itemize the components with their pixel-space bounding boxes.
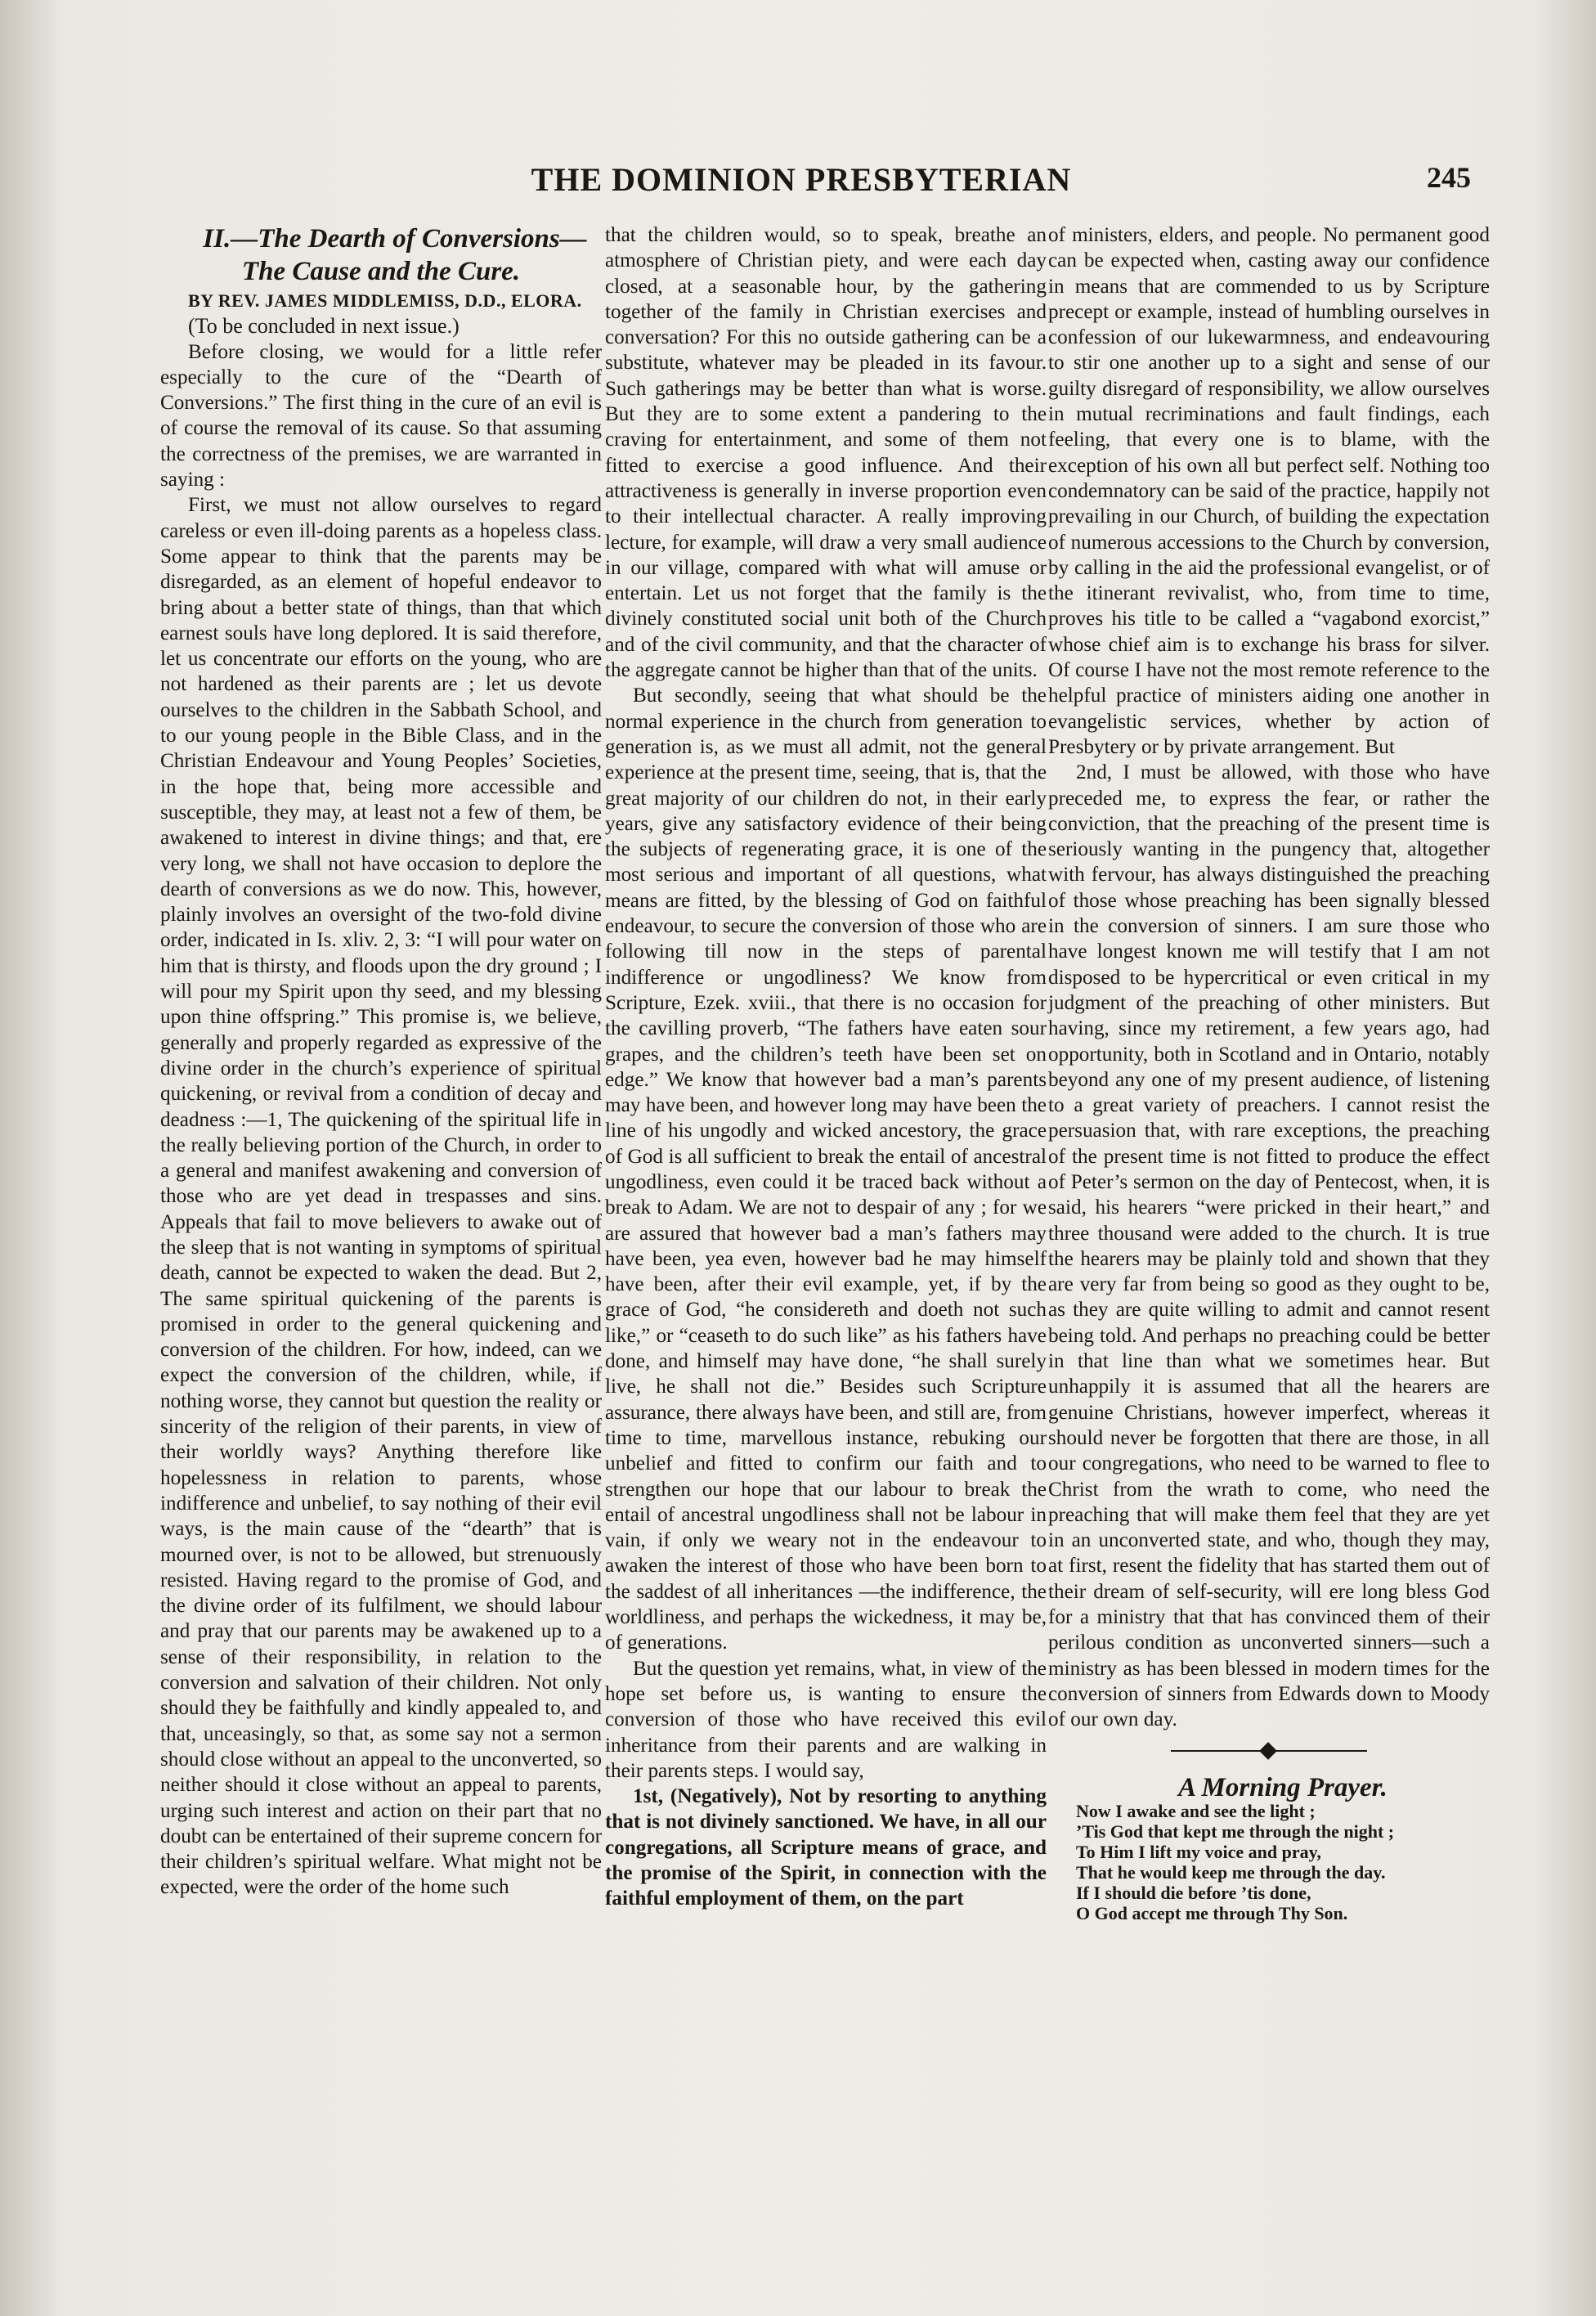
poem-line: Now I awake and see the light ; xyxy=(1076,1800,1316,1821)
column-2 xyxy=(605,222,1047,1912)
poem-line: O God accept me through Thy Son. xyxy=(1076,1902,1348,1923)
article-paragraph: But the question yet remains, what, in view of the hope set before us, is wanting to ensure the conversion of those who have received this evil inheritance from their parents and are walking in their parents steps. I would say, xyxy=(605,1657,1047,1782)
publication-title: THE DOMINION PRESBYTERIAN xyxy=(531,161,1072,198)
article-paragraph: of ministers, elders, and people. No permanent good can be expected when, casting away our confidence in means that are commended to us by Scripture precept or example, instead of humbling ourselves in confession of our lukewarmness, and endeavouring to stir one another up to a sight and sense of our guilty disregard of responsibility, we allow ourselves in mutual recriminations and fault findings, each feeling, that every one is to blame, with the exception of his own all but perfect self. Nothing too condemnatory can be said of the practice, happily not prevailing in our Church, of building the expectation of numerous accessions to the Church by conversion, by calling in the aid the professional evangelist, or of the itinerant revivalist, who, from time to time, proves his title to be called a “vagabond exorcist,” whose chief aim is to exchange his brass for silver. Of course I have not the most remote reference to the helpful practice of ministers aiding one another in evangelistic services, whether by action of Presbytery or by private arrangement. But xyxy=(1048,224,1490,758)
article-paragraph: 1st, (Negatively), Not by resorting to anything that is not divinely sanctioned. We have, in all our congregations, all Scripture means of grace, and the promise of the Spirit, in connection with the faithful employment of them, on the part xyxy=(605,1785,1047,1910)
continuation-note: (To be concluded in next issue.) xyxy=(188,314,460,339)
poem-line: To Him I lift my voice and pray, xyxy=(1076,1841,1321,1862)
page-number: 245 xyxy=(1427,161,1471,194)
article-paragraph: Before closing, we would for a little refer especially to the cure of the “Dearth of Conversions.” The first thing in the cure of an evil is of course the removal of its cause. So that assuming the correctness of the premises, we are warranted in saying : xyxy=(160,340,602,491)
article-paragraph: that the children would, so to speak, breathe an atmosphere of Christian piety, and were each day closed, at a seasonable hour, by the gathering together of the family in Christian exercises and conversation? For this no outside gathering can be a substitute, whatever may be pleaded in its favour. Such gatherings may be better than what is worse. But they are to some extent a pandering to the craving for entertainment, and some of them not fitted to exercise a good influence. And their attractiveness is generally in inverse proportion even to their intellectual character. A really improving lecture, for example, will draw a very small audience in our village, compared with what will amuse or entertain. Let us not forget that the family is the divinely constituted social unit both of the Church and of the civil community, and that the character of the aggregate cannot be higher than that of the units. xyxy=(605,224,1047,682)
poem-line: If I should die before ’tis done, xyxy=(1076,1882,1311,1903)
article-byline: BY REV. JAMES MIDDLEMISS, D.D., ELORA. xyxy=(188,290,582,311)
article-paragraph: First, we must not allow ourselves to regard careless or even ill-doing parents as a hopeless class. Some appear to think that the parents may be disregarded, as an element of hopeful endeavor to bring about a better state of things, than that which earnest souls have long deplored. It is said therefore, let us concentrate our efforts on the young, who are not hardened as their parents are ; let us devote ourselves to the children in the Sabbath School, and to our young people in the Bible Class, and in the Christian Endeavour and Young Peoples’ Societies, in the hope that, being more accessible and susceptible, they may, at least not a few of them, be awakened to interest in divine things; and that, ere very long, we shall not have occasion to deplore the dearth of conversions as we do now. This, however, plainly involves an oversight of the two-fold divine order, indicated in Is. xliv. 2, 3: “I will pour water on him that is thirsty, and floods upon the dry ground ; I will pour my Spirit upon thy seed, and my blessing upon thine offspring.” This promise is, we believe, generally and properly regarded as expressive of the divine order in the church’s experience of spiritual quickening, or revival from a condition of decay and deadness :—1, The quickening of the spiritual life in the really believing portion of the Church, in order to a general and manifest awakening and conversion of those who are yet dead in trespasses and sins. Appeals that fail to move believers to awake out of the sleep that is not wanting in symptoms of spiritual death, cannot be expected to waken the dead. But 2, The same spiritual quickening of the parents is promised in order to the general quickening and conversion of the children. For how, indeed, can we expect the conversion of the children, while, if nothing worse, they cannot but question the reality or sincerity of the religion of their parents, in view of their worldly ways? Anything therefore like hopelessness in relation to parents, whose indifference and unbelief, to say nothing of their evil ways, is the main cause of the “dearth” that is mourned over, is not to be allowed, but strenuously resisted. Having regard to the promise of God, and the divine order of its fulfilment, we should labour and pray that our parents may be awakened up to a sense of their responsibility, in relation to the conversion and salvation of their children. Not only should they be faithfully and kindly appealed to, and that, unceasingly, so that, as some say not a sermon should close without an appeal to the unconverted, so neither should it close without an appeal to parents, urging such interest and action on their part that no doubt can be entertained of their supreme concern for their children’s spiritual welfare. What might not be expected, were the order of the home such xyxy=(160,494,602,1899)
column-3 xyxy=(1048,222,1490,1923)
poem-line: That he would keep me through the day. xyxy=(1076,1861,1386,1883)
column-1 xyxy=(160,222,602,1901)
diamond-ornament-icon xyxy=(1259,1742,1277,1760)
poem-stanza xyxy=(1048,1801,1490,1923)
article-title: II.—The Dearth of Conversions—The Cause and the Cure. xyxy=(203,224,587,286)
poem-title: A Morning Prayer. xyxy=(1178,1772,1388,1802)
article-paragraph: 2nd, I must be allowed, with those who have preceded me, to express the fear, or rather the conviction, that the preaching of the present time is seriously wanting in the pungency that, altogether with fervour, has always distinguished the preaching of those whose preaching has been signally blessed in the conversion of sinners. I am sure those who have longest known me will testify that I am not disposed to be hypercritical or even critical in my judgment of the preaching of other ministers. But having, since my retirement, a few years ago, had opportunity, both in Scotland and in Ontario, notably beyond any one of my present audience, of listening to a great variety of preachers. I cannot resist the persuasion that, with rare exceptions, the preaching of the present time is not fitted to produce the effect of Peter’s sermon on the day of Pentecost, when, it is said, his hearers “were pricked in their heart,” and three thousand were added to the church. It is true the hearers may be plainly told and shown that they are very far from being so good as they ought to be, as they are quite willing to admit and cannot resent being told. And perhaps no preaching could be better in that line than what we sometimes hear. But unhappily it is assumed that all the hearers are genuine Christians, however imperfect, whereas it should never be forgotten that there are those, in all our congregations, who need to be warned to flee to Christ from the wrath to come, who need the preaching that will make them feel that they are yet in an unconverted state, and who, though they may, at first, resent the fidelity that has started them out of their dream of self-security, will ere long bless God for a ministry that that has convinced them of their perilous condition as unconverted sinners—such a ministry as has been blessed in modern times for the conversion of sinners from Edwards down to Moody of our own day. xyxy=(1048,761,1490,1731)
poem-line: ’Tis God that kept me through the night ; xyxy=(1076,1820,1395,1842)
article-paragraph: But secondly, seeing that what should be the normal experience in the church from generation to generation is, as we must all admit, not the general experience at the present time, seeing, that is, that the great majority of our children do not, in their early years, give any satisfactory evidence of their being the subjects of regenerating grace, it is one of the most serious and important of all questions, what means are fitted, by the blessing of God on faithful endeavour, to secure the conversion of those who are following till now in the steps of parental indifference or ungodliness? We know from Scripture, Ezek. xviii., that there is no occasion for the cavilling proverb, “The fathers have eaten sour grapes, and the children’s teeth have been set on edge.” We know that however bad a man’s parents may have been, and however long may have been the line of his ungodly and wicked ancestory, the grace of God is all sufficient to break the entail of ancestral ungodliness, even could it be traced back without a break to Adam. We are not to despair of any ; for we are assured that however bad a man’s fathers may have been, yea even, however bad he may himself have been, after their evil example, yet, if by the grace of God, “he considereth and doeth not such like,” or “ceaseth to do such like” as his fathers have done, and himself may have done, “he shall surely live, he shall not die.” Besides such Scripture assurance, there always have been, and still are, from time to time, marvellous instance, rebuking our unbelief and fitted to confirm our faith and to strengthen our hope that our labour to break the entail of ancestral ungodliness shall not be labour in vain, if only we weary not in the endeavour to awaken the interest of those who have been born to the saddest of all inheritances —the indifference, the worldliness, and perhaps the wickedness, it may be, of generations. xyxy=(605,684,1047,1654)
running-head xyxy=(0,160,1596,201)
section-divider xyxy=(1171,1741,1367,1761)
